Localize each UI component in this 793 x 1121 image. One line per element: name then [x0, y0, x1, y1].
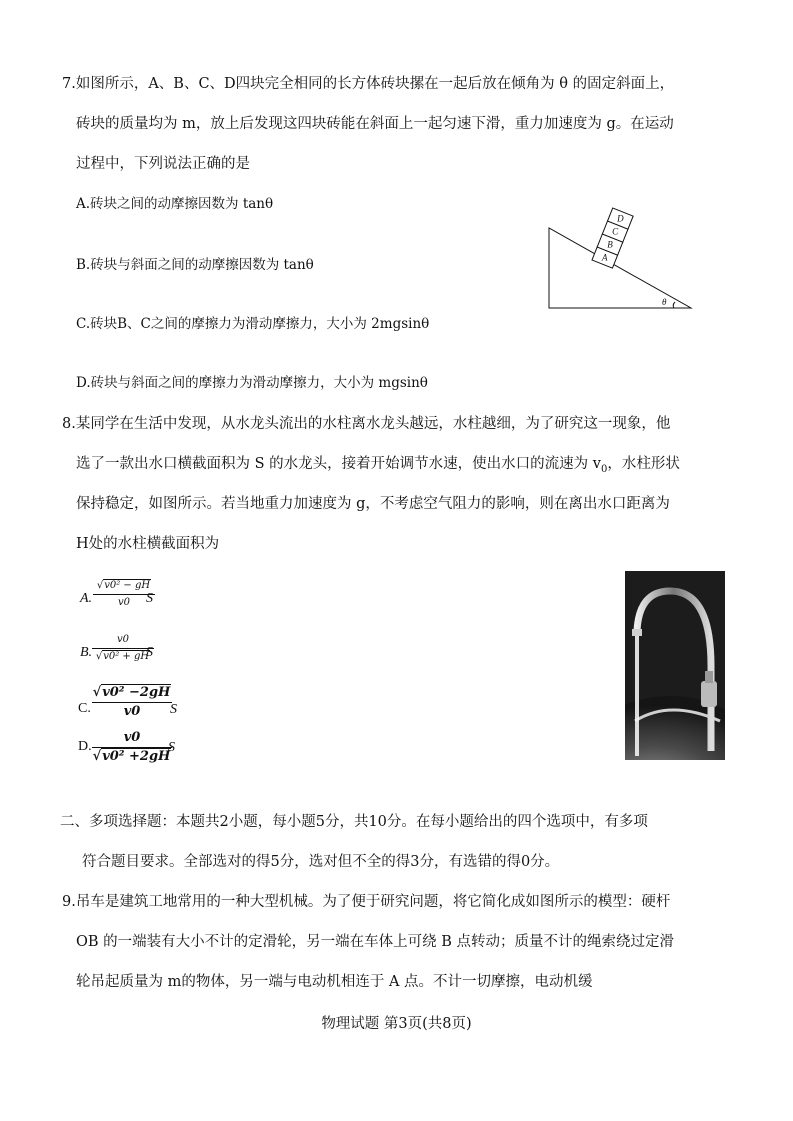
page-footer: 物理试题 第3页(共8页) — [321, 1016, 472, 1032]
q8-option-c-label: C. — [78, 701, 91, 716]
q7-option-d: D.砖块与斜面之间的摩擦力为滑动摩擦力，大小为 mgsinθ — [76, 375, 428, 391]
q9-stem-line2: OB 的一端装有大小不计的定滑轮，另一端在车体上可绕 B 点转动；质量不计的绳索绕过定滑 — [76, 934, 675, 950]
q8-option-c-suffix: S — [170, 702, 177, 717]
q7-option-c: C.砖块B、C之间的摩擦力为滑动摩擦力，大小为 2mgsinθ — [76, 316, 430, 332]
incline-figure — [545, 196, 700, 314]
q8-option-d-numerator: v0 — [123, 730, 141, 745]
q8-stem-line2: 选了一款出水口横截面积为 S 的水龙头，接着开始调节水速，使出水口的流速为 $v_0$，水柱形状 — [76, 456, 680, 475]
q7-option-a: A.砖块之间的动摩擦因数为 tanθ — [76, 196, 274, 212]
q8-option-d-suffix: S — [168, 740, 175, 755]
q7-stem-line3: 过程中，下列说法正确的是 — [76, 156, 250, 172]
q7-option-b: B.砖块与斜面之间的动摩擦因数为 tanθ — [76, 257, 314, 273]
section2-heading-line1: 二、多项选择题：本题共2小题，每小题5分，共10分。在每小题给出的四个选项中，有多项 — [60, 814, 648, 830]
q8-option-a-label: A. — [80, 591, 93, 606]
q8-option-b-suffix: S — [146, 645, 153, 660]
q8-option-d-denominator: v0² +2gH — [102, 749, 171, 764]
q8-option-c-fraction: √v0² −2gH v0 — [92, 685, 171, 719]
angle-arc — [673, 302, 675, 308]
q8-stem-line1: 8.某同学在生活中发现，从水龙头流出的水柱离水龙头越远，水柱越细，为了研究这一现象，他 — [62, 416, 671, 432]
q8-option-a-suffix: S — [146, 591, 153, 606]
q7-stem-line1: 7.如图所示，A、B、C、D四块完全相同的长方体砖块摞在一起后放在倾角为 θ 的固定斜面上， — [62, 76, 675, 92]
q7-stem-line2: 砖块的质量均为 m，放上后发现这四块砖能在斜面上一起匀速下滑，重力加速度为 g。在运动 — [76, 116, 674, 132]
q9-stem-line1: 9.吊车是建筑工地常用的一种大型机械。为了便于研究问题，将它简化成如图所示的模型：硬杆 — [62, 894, 671, 910]
section2-heading-line2: 符合题目要求。全部选对的得5分，选对但不全的得3分，有选错的得0分。 — [82, 854, 560, 870]
q8-option-c-numerator: v0² −2gH — [102, 685, 171, 700]
q8-option-d-fraction: v0 √v0² +2gH — [92, 730, 171, 764]
q8-option-c-denominator: v0 — [123, 704, 141, 719]
brick-label-a: A — [602, 252, 608, 263]
q8-option-a-numerator: v0² − gH — [104, 580, 151, 591]
q8-stem-line4: H处的水柱横截面积为 — [76, 536, 220, 552]
q8-stem-line3: 保持稳定，如图所示。若当地重力加速度为 g，不考虑空气阻力的影响，则在离出水口距离为 — [76, 496, 670, 512]
q9-stem-line3: 轮吊起质量为 m的物体，另一端与电动机相连于 A 点。不计一切摩擦，电动机缓 — [76, 974, 593, 990]
q8-option-b-numerator: v0 — [116, 634, 129, 645]
q8-option-b-fraction: v0 √v0² + gH — [92, 633, 154, 664]
angle-label: θ — [662, 297, 667, 307]
q8-option-d-label: D. — [78, 739, 92, 754]
q8-option-a-fraction: √v0² − gH v0 — [93, 579, 155, 610]
q8-option-b-denominator: v0² + gH — [103, 651, 150, 662]
faucet-photo — [625, 571, 725, 760]
brick-label-d: D — [617, 213, 624, 224]
brick-label-c: C — [612, 226, 619, 237]
brick-label-b: B — [607, 239, 613, 250]
q8-option-a-denominator: v0 — [117, 597, 130, 608]
q8-option-b-label: B. — [80, 645, 93, 660]
